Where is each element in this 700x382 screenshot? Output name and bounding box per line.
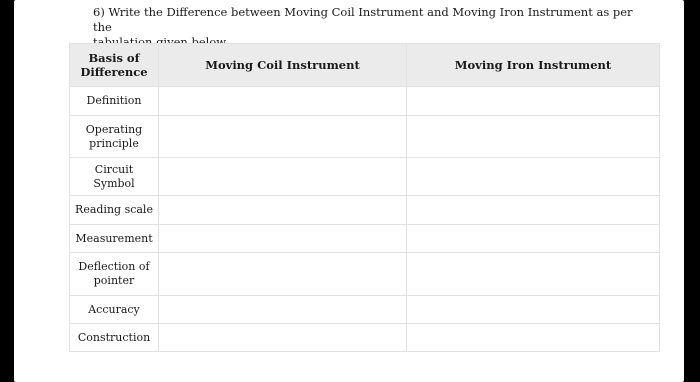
basis-line-1: Construction (77, 330, 151, 344)
basis-line-1: Accuracy (88, 302, 140, 316)
table-row (70, 296, 660, 324)
moving-coil-cell[interactable] (159, 158, 407, 196)
moving-iron-cell[interactable] (407, 87, 660, 116)
moving-iron-cell[interactable] (407, 158, 660, 196)
moving-coil-cell[interactable] (159, 296, 407, 324)
basis-cell (70, 196, 159, 225)
header-basis-line-1: Basis of (88, 51, 140, 65)
table-row (70, 225, 660, 253)
table-row (70, 253, 660, 296)
table-row (70, 87, 660, 116)
question-line-1: 6) Write the Difference between Moving Coil Instrument and Moving Iron Instrument as per the (93, 5, 633, 34)
basis-line-1: Deflection of (78, 260, 150, 273)
basis-line-1: Circuit Symbol (93, 162, 135, 190)
moving-coil-cell[interactable] (159, 196, 407, 225)
table-row (70, 158, 660, 196)
difference-table (69, 43, 660, 352)
basis-cell (70, 225, 159, 253)
basis-line-1: Definition (86, 94, 142, 107)
basis-cell (70, 296, 159, 324)
basis-cell (70, 87, 159, 116)
moving-coil-cell[interactable] (159, 116, 407, 158)
moving-coil-cell[interactable] (159, 324, 407, 352)
basis-cell (70, 158, 159, 196)
header-basis-line-2: Difference (80, 65, 148, 79)
header-row (70, 44, 660, 87)
moving-coil-cell[interactable] (159, 253, 407, 296)
moving-iron-cell[interactable] (407, 196, 660, 225)
question-line-2: tabulation given below. (93, 35, 229, 49)
table-row (70, 196, 660, 225)
basis-line-1: Measurement (75, 231, 153, 245)
moving-coil-cell[interactable] (159, 87, 407, 116)
table-row (70, 116, 660, 158)
basis-cell (70, 116, 159, 158)
moving-coil-cell[interactable] (159, 225, 407, 253)
header-moving-iron: Moving Iron Instrument (407, 44, 660, 87)
table-row (70, 324, 660, 352)
moving-iron-cell[interactable] (407, 253, 660, 296)
basis-cell (70, 253, 159, 296)
header-moving-coil: Moving Coil Instrument (159, 44, 407, 87)
basis-line-1: Reading scale (75, 203, 153, 216)
moving-iron-cell[interactable] (407, 296, 660, 324)
basis-line-2: principle (89, 136, 139, 150)
moving-iron-cell[interactable] (407, 324, 660, 352)
basis-line-2: pointer (93, 274, 135, 287)
moving-iron-cell[interactable] (407, 116, 660, 158)
moving-iron-cell[interactable] (407, 225, 660, 253)
header-basis (70, 44, 159, 87)
basis-cell (70, 324, 159, 352)
basis-line-1: Operating (85, 122, 143, 136)
